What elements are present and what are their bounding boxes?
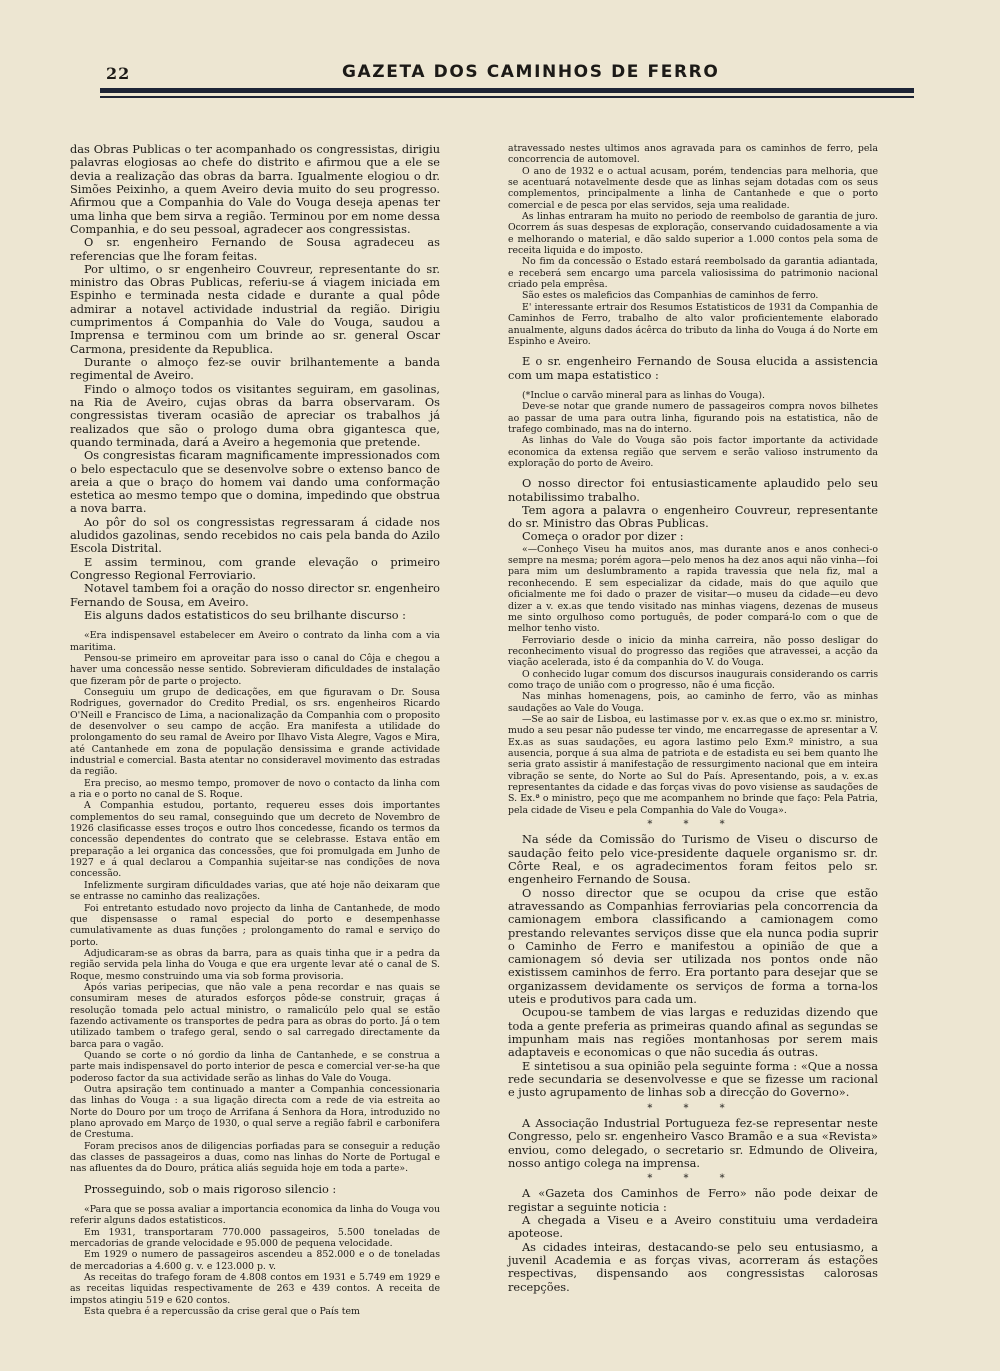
speech-paragraph: «—Conheço Viseu ha muitos anos, mas durante anos e anos conheci-o sempre na mesma; porém agora—pelo menos ha dez anos aqui não vinha—foi para mim um deslumbramento a rapida travessia que nela fiz, mal a reconhecendo. E sem especializar da cidade, mais do que aquilo que oficialmente me foi dado o prazer de visitar—o museu da cidade—eu devo dizer a v. ex.as que tendo visitado nas minhas viagens, dezenas de museus me sinto orgulhoso como português, de poder compará-lo com o que de melhor tenho visto. — [508, 543, 878, 635]
paragraph: Na séde da Comissão do Turismo de Viseu o discurso de saudação feito pelo vice-presidente daquele organismo sr. dr. Côrte Real, e os agradecimentos foram feitos pelo sr. engenheiro Fernando de Sousa. — [508, 832, 878, 887]
paragraph: Por ultimo, o sr engenheiro Couvreur, representante do sr. ministro das Obras Publicas, referiu-se á viagem iniciada em Espinho e terminada nesta cidade e durante a qual pôde admirar a notavel actividade industrial da região. Dirigiu cumprimentos á Companhia do Vale do Vouga, saudou a Imprensa e terminou com um brinde ao sr. general Oscar Carmona, presidente da Republica. — [70, 261, 440, 356]
paragraph: E sintetisou a sua opinião pela seguinte forma : «Que a nossa rede secundaria se desenvolvesse e que se fizesse um racional e justo agrupamento de linhas sob a direcção do Governo». — [508, 1058, 878, 1100]
speech-paragraph: «Era indispensavel estabelecer em Aveiro o contrato da linha com a via maritima. — [70, 630, 440, 653]
paragraph: A «Gazeta dos Caminhos de Ferro» não pode deixar de registar a seguinte noticia : — [508, 1186, 878, 1214]
spacer — [70, 1196, 440, 1204]
page-header — [0, 0, 1000, 130]
speech-paragraph: Era preciso, ao mesmo tempo, promover de novo o contacto da linha com a ria e o porto no canal de S. Roque. — [70, 777, 440, 801]
header-rule-thin — [100, 96, 914, 98]
speech-paragraph: Em 1929 o numero de passageiros ascendeu a 852.000 e o de toneladas de mercadorias a 4.600 g. v. e 123.000 p. v. — [70, 1249, 440, 1272]
speech-paragraph: atravessado nestes ultimos anos agravada para os caminhos de ferro, pela concorrencia de automovel. — [508, 143, 878, 166]
speech-paragraph: Em 1931, transportaram 770.000 passageiros, 5.500 toneladas de mercadorias de grande velocidade e 95.000 de pequena velocidade. — [70, 1226, 440, 1250]
speech-paragraph: As linhas do Vale do Vouga são pois factor importante da actividade economica da extensa região que servem e serão valioso instrumento da exploração do porto de Aveiro. — [508, 435, 878, 469]
speech-paragraph: «Para que se possa avaliar a importancia economica da linha do Vouga vou referir alguns dados estatisticos. — [70, 1204, 440, 1227]
speech-paragraph: E' interessante ertrair dos Resumos Estatisticos de 1931 da Companhia de Caminhos de Ferro, trabalho de alto valor proficientemente elaborado anualmente, alguns dados ácêrca do tributo da linha do Vouga á do Norte em Espinho e Aveiro. — [508, 301, 878, 347]
speech-paragraph: Quando se corte o nó gordio da linha de Cantanhede, e se construa a parte mais indispensavel do porto interior de pesca e comercial ver-se-ha que poderoso factor da sua actividade serão as linhas do Vale do Vouga. — [70, 1049, 440, 1084]
paragraph: E assim terminou, com grande elevação o primeiro Congresso Regional Ferroviario. — [70, 554, 440, 582]
paragraph: O sr. engenheiro Fernando de Sousa agradeceu as referencias que lhe foram feitas. — [70, 235, 440, 263]
speech-paragraph: Foi entretanto estudado novo projecto da linha de Cantanhede, de modo que dispensasse o ramal especial do porto e desempenhasse cumulativamente as duas funções ; prolongamento do ramal e serviço do porto. — [70, 902, 440, 948]
paragraph: A Associação Industrial Portugueza fez-se representar neste Congresso, pelo sr. engenheiro Vasco Bramão e a sua «Revista» enviou, como delegado, o secretario sr. Edmundo de Oliveira, nosso antigo colega na imprensa. — [508, 1115, 878, 1170]
header-rule-thick — [100, 88, 914, 93]
paragraph: Prosseguindo, sob o mais rigoroso silencio : — [84, 1181, 337, 1196]
paragraph: Os congresistas ficaram magnificamente impressionados com o belo espectaculo que se desenvolve sobre o extenso banco de areia a que o braço do homem vai dando uma conformação estetica ao mesmo tempo que o domina, impedindo que obstrua a nova barra. — [70, 448, 440, 516]
speech-paragraph: O conhecido lugar comum dos discursos inaugurais considerando os carris como traço de união com o progresso, não é uma ficção. — [508, 668, 878, 691]
speech-paragraph: Adjudicaram-se as obras da barra, para as quais tinha que ir a pedra da região servida pela linha do Vouga e que era urgente levar até o canal de S. Roque, mesmo construindo uma via sob forma provisoria. — [70, 947, 440, 982]
speech-paragraph: Foram precisos anos de diligencias porfiadas para se conseguir a redução das classes de passageiros a duas, como nas linhas do Norte de Portugal e nas afluentes da do Douro, prática aliás seguida hoje em toda a parte». — [70, 1140, 440, 1175]
paragraph: Notavel tambem foi a oração do nosso director sr. engenheiro Fernando de Sousa, em Aveiro. — [70, 581, 440, 609]
speech-paragraph: Conseguiu um grupo de dedicações, em que figuravam o Dr. Sousa Rodrigues, governador do Credito Predial, os srs. engenheiros Ricardo O'Neill e Francisco de Lima, a nacionalização da Companhia com o proposito de desenvolver o seu campo de acção. Era manifesta a utilidade do prolongamento do seu ramal de Aveiro por Ilhavo Vista Alegre, Vagos e Mira, até Cantanhede em zona de população densissima e grande actividade industrial e comercial. Basta atentar no consideravel movimento das estradas da região. — [70, 686, 440, 778]
section-separator: * * * — [647, 1173, 739, 1185]
speech-paragraph: O ano de 1932 e o actual acusam, porém, tendencias para melhoria, que se acentuará notavelmente desde que as linhas sejam dotadas com os seus complementos, principalmente a linha de Cantanhede e que o porto comercial e de pesca por elas servidos, seja uma realidade. — [508, 165, 878, 211]
page-number: 22 — [106, 64, 131, 83]
speech-paragraph: Esta quebra é a repercussão da crise geral que o País tem — [84, 1306, 360, 1318]
paragraph: Durante o almoço fez-se ouvir brilhantemente a banda regimental de Aveiro. — [70, 355, 440, 383]
speech-paragraph: São estes os maleficios das Companhias de caminhos de ferro. — [522, 290, 819, 302]
speech-paragraph: —Se ao sair de Lisboa, eu lastimasse por v. ex.as que o ex.mo sr. ministro, mudo a seu pesar não pudesse ter vindo, me encarregasse de apresentar a V. Ex.as as suas saudações, eu agora lastimo pelo Exm.º ministro, a sua ausencia, porque á sua alma de patriota e de estadista eu sei bem quanto lhe seria grato assistir á manifestação de ressurgimento nacional que em inteira vibração se sente, do Norte ao Sul do País. Apresentando, pois, a v. ex.as representantes da cidade e das forças vivas do povo visiense as saudações de S. Ex.ª o ministro, peço que me acompanhem no brinde que faço: Pela Patria, pela cidade de Viseu e pela Companhia do Vale do Vouga». — [508, 713, 878, 816]
paragraph: O nosso director que se ocupou da crise que estão atravessando as Companhias ferroviarias pela concorrencia da camionagem embora classificando a camionagem como prestando relevantes serviços disse que ela nunca podia suprir o Caminho de Ferro e manifestou a opinião de que a camionagem só devia ser utilizada nos pontos onde não existissem caminhos de ferro. Era portanto para desejar que se organizassem devidamente os serviços de forma a torna-los uteis e produtivos para cada um. — [508, 885, 878, 1007]
speech-paragraph: A Companhia estudou, portanto, requereu esses dois importantes complementos do seu ramal, conseguindo que um decreto de Novembro de 1926 clasificasse esses troços e outro lhos concedesse, ficando os termos da concessão dependentes do contrato que se celebrasse. Estava então em preparação a lei organica das concessões, que foi promulgada em Junho de 1927 e á qual declarou a Companhia sujeitar-se nas condições de nova concessão. — [70, 800, 440, 880]
paragraph: Findo o almoço todos os visitantes seguiram, em gasolinas, na Ria de Aveiro, cujas obras da barra observaram. Os congressistas tiveram ocasião de apreciar os trabalhos já realizados que são o prologo duma obra gigantesca que, quando terminada, dará a Aveiro a hegemonia que pretende. — [70, 381, 440, 449]
paragraph: das Obras Publicas o ter acompanhado os congressistas, dirigiu palavras elogiosas ao chefe do distrito e afirmou que a ele se devia a realização das obras da barra. Igualmente elogiou o dr. Simões Peixinho, a quem Aveiro devia muito do seu progresso. Afirmou que a Companhia do Vale do Vouga deseja apenas ter uma linha que bem sirva a região. Terminou por em nome dessa Companhia, e do seu pessoal, agradecer aos congressistas. — [70, 142, 440, 236]
paragraph: Ocupou-se tambem de vias largas e reduzidas dizendo que toda a gente preferia as primeiras quando afinal as segundas se impunham mais nas regiões montanhosas por serem mais adaptaveis e economicas o que não sucedia ás outras. — [508, 1005, 878, 1060]
paragraph: E o sr. engenheiro Fernando de Sousa elucida a assistencia com um mapa estatistico : — [508, 354, 878, 382]
speech-paragraph: Outra apsiração tem continuado a manter a Companhia concessionaria das linhas do Vouga : a sua ligação directa com a rede de via estreita ao Norte do Douro por um troço de Arrifana á Senhora da Hora, introduzido no plano aprovado em Março de 1930, o qual serve a região fabril e carbonifera de Crestuma. — [70, 1084, 440, 1141]
speech-paragraph: Ferroviario desde o inicio da minha carreira, não posso desligar do reconhecimento visual do progresso das regiões que atravessei, a acção da viação acelerada, isto é da companhia do V. do Vouga. — [508, 634, 878, 669]
spacer — [70, 622, 440, 630]
section-separator: * * * — [647, 819, 739, 831]
speech-paragraph: No fim da concessão o Estado estará reembolsado da garantia adiantada, e receberá sem encargo uma parcela valiosissima do patrimonio nacional criado pela emprêsa. — [508, 256, 878, 291]
right-column — [508, 143, 878, 1294]
paragraph: Começa o orador por dizer : — [522, 529, 684, 544]
left-column — [70, 143, 440, 1318]
speech-paragraph: Nas minhas homenagens, pois, ao caminho de ferro, vão as minhas saudações ao Vale do Vouga. — [508, 691, 878, 714]
speech-paragraph: Pensou-se primeiro em aproveitar para isso o canal do Côja e chegou a haver uma concessão nesse sentido. Sobrevieram dificuldades de instalação que fizeram pôr de parte o projecto. — [70, 652, 440, 687]
speech-paragraph: As linhas entraram ha muito no periodo de reembolso de garantia de juro. Ocorrem ás suas despesas de exploração, conservando cuidadosamente a via e melhorando o material, e dão saldo superior a 1.000 contos pela soma de receita liquida e do imposto. — [508, 211, 878, 257]
speech-paragraph: Após varias peripecias, que não vale a pena recordar e nas quais se consumiram meses de aturados esforços pôde-se construir, graças á resolução tomada pelo actual ministro, o ramalicúlo pelo qual se estão fazendo activamente os transportes de pedra para as obras do porto. Já o tem utilizado tambem o trafego geral, sendo o sal carregado directamente da barca para o vagão. — [70, 981, 440, 1050]
spacer — [508, 382, 878, 390]
paragraph: As cidades inteiras, destacando-se pelo seu entusiasmo, a juvenil Academia e as forças vivas, acorreram ás estações respectivas, dispensando aos congressistas calorosas recepções. — [508, 1239, 878, 1294]
paragraph: Eis alguns dados estatisticos do seu brilhante discurso : — [84, 607, 406, 622]
speech-paragraph: As receitas do trafego foram de 4.808 contos em 1931 e 5.749 em 1929 e as receitas liquidas respectivamente de 263 e 439 contos. A receita de impstos atingiu 519 e 620 contos. — [70, 1272, 440, 1306]
journal-title: GAZETA DOS CAMINHOS DE FERRO — [342, 62, 720, 82]
paragraph: Ao pôr do sol os congressistas regressaram á cidade nos aludidos gazolinas, sendo recebidos no cais pela banda do Azilo Escola Distrital. — [70, 514, 440, 556]
speech-paragraph: Deve-se notar que grande numero de passageiros compra novos bilhetes ao passar de uma para outra linha, figurando pois na estatistica, não de trafego combinado, mas na do interno. — [508, 401, 878, 435]
paragraph: Tem agora a palavra o engenheiro Couvreur, representante do sr. Ministro das Obras Publicas. — [508, 502, 878, 531]
paragraph: O nosso director foi entusiasticamente aplaudido pelo seu notabilissimo trabalho. — [508, 476, 878, 504]
paragraph: A chegada a Viseu e a Aveiro constituiu uma verdadeira apoteose. — [508, 1213, 878, 1241]
speech-paragraph: Infelizmente surgiram dificuldades varias, que até hoje não deixaram que se entrasse no caminho das realizações. — [70, 879, 440, 903]
section-separator: * * * — [647, 1102, 739, 1114]
footnote: (*Inclue o carvão mineral para as linhas do Vouga). — [522, 389, 765, 401]
